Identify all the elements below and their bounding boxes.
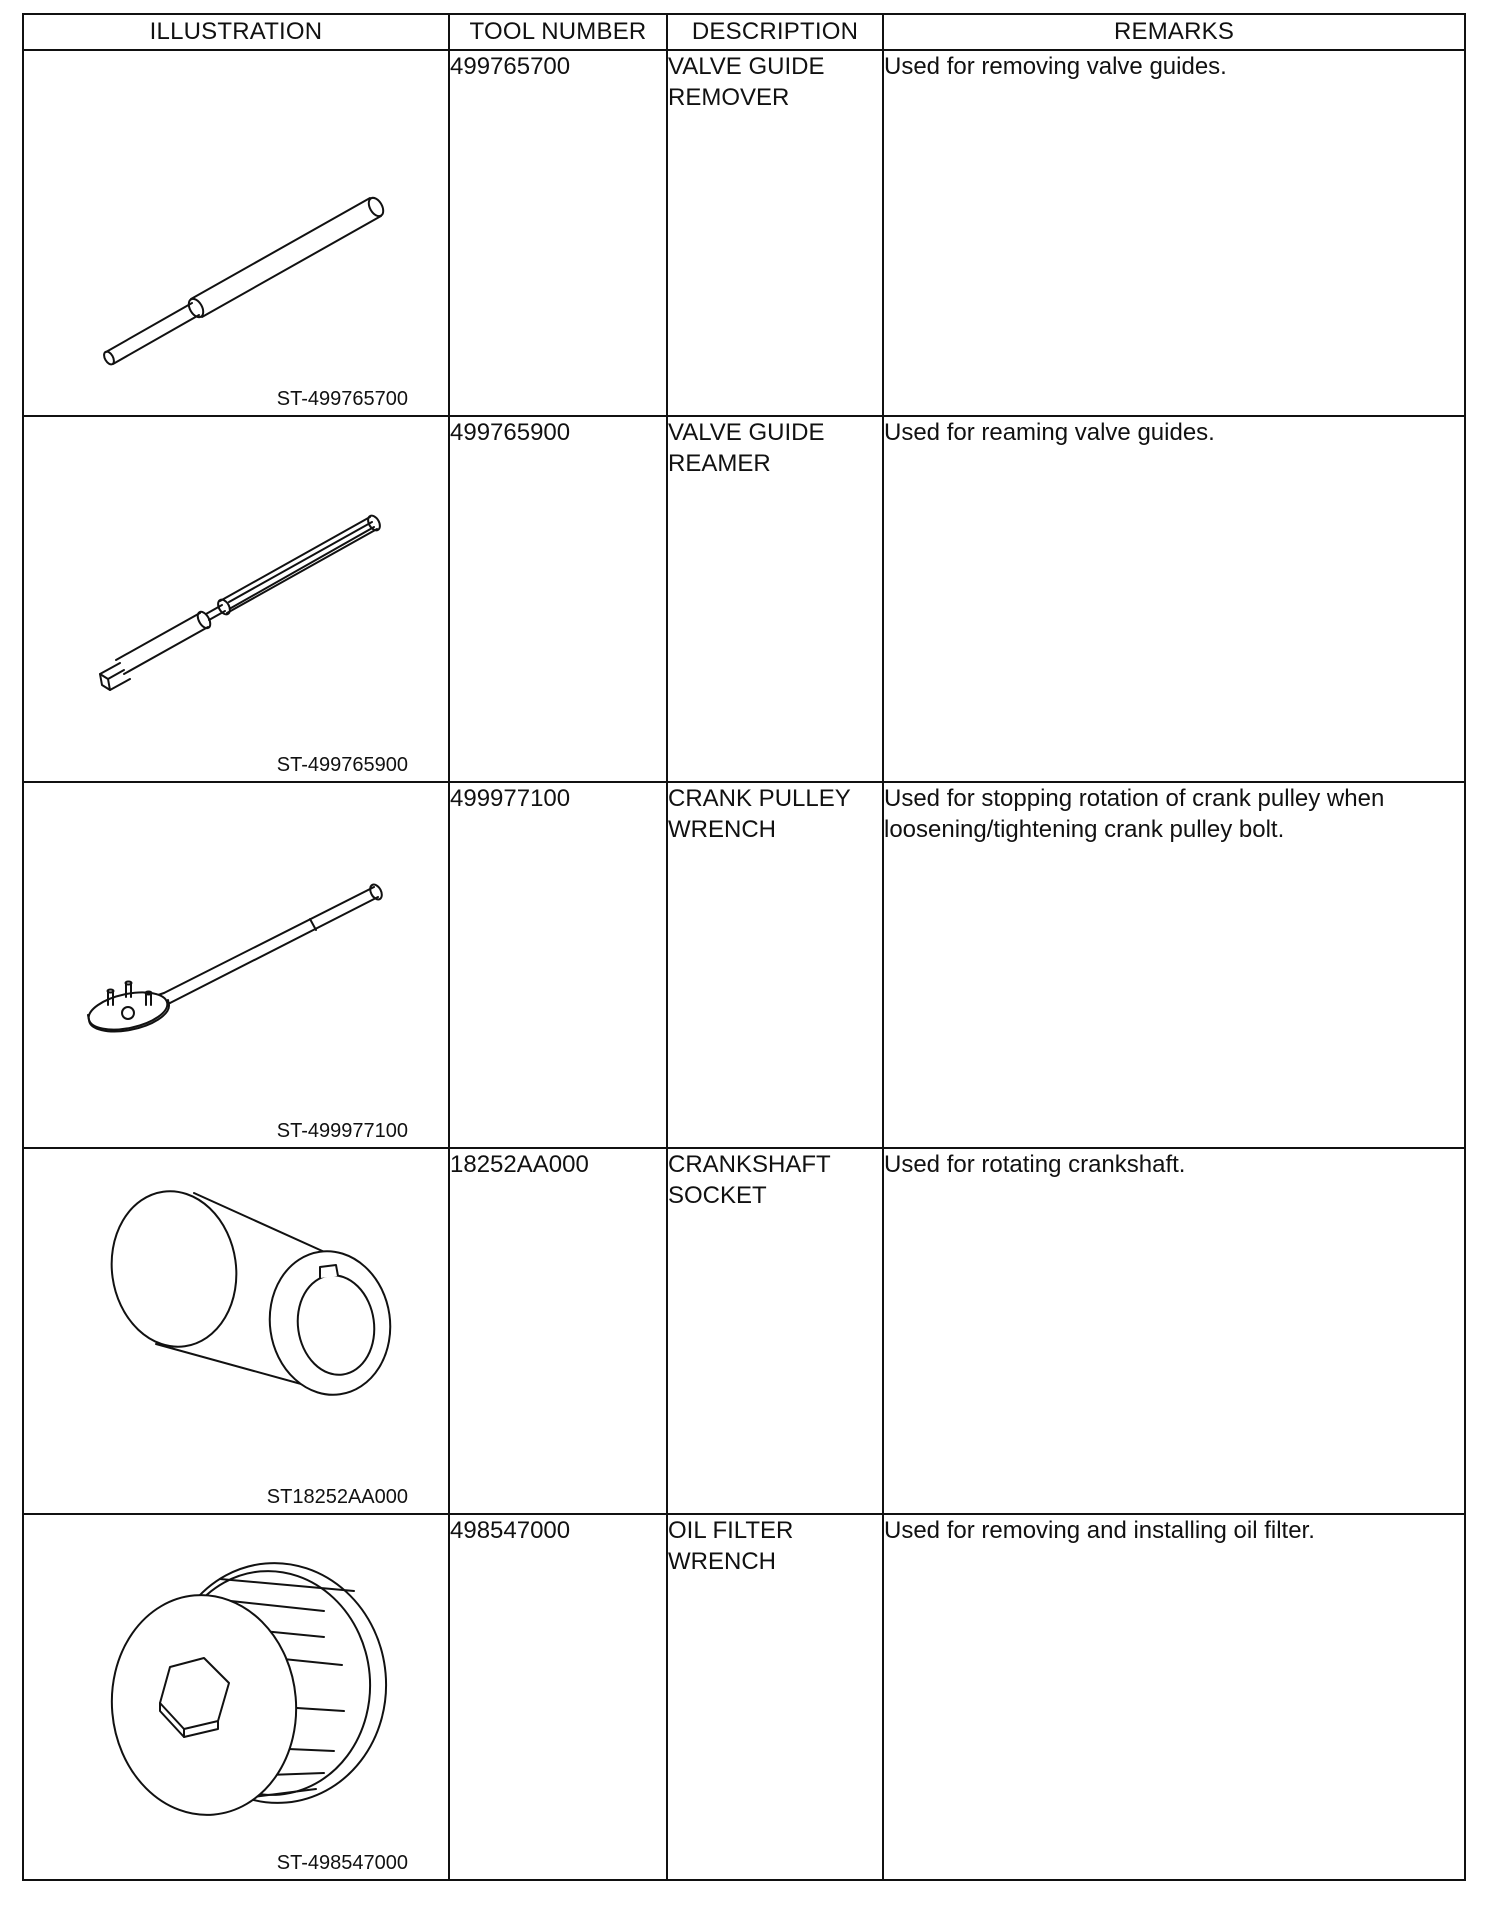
illustration-cell xyxy=(23,1148,449,1514)
header-tool-number: TOOL NUMBER xyxy=(449,14,667,50)
description-line: REMOVER xyxy=(668,84,790,111)
table-row xyxy=(23,50,1465,416)
table-row xyxy=(23,782,1465,1148)
description-line: WRENCH xyxy=(668,816,776,843)
valve-guide-reamer-illustration xyxy=(24,417,450,781)
illustration-cell xyxy=(23,1514,449,1880)
description-line: REAMER xyxy=(668,450,771,477)
description xyxy=(667,416,883,782)
header-row xyxy=(23,14,1465,50)
illustration-cell xyxy=(23,782,449,1148)
description-line: OIL FILTER xyxy=(668,1517,794,1544)
description-line: VALVE GUIDE xyxy=(668,53,825,80)
remarks: Used for removing and installing oil filter. xyxy=(883,1514,1465,1880)
remarks: Used for reaming valve guides. xyxy=(883,416,1465,782)
description xyxy=(667,50,883,416)
illustration-code: ST-499765700 xyxy=(276,388,408,410)
description-line: WRENCH xyxy=(668,1548,776,1575)
illustration-code: ST18252AA000 xyxy=(266,1486,408,1508)
header-illustration: ILLUSTRATION xyxy=(23,14,449,50)
tool-number: 18252AA000 xyxy=(449,1148,667,1514)
illustration-code: ST-498547000 xyxy=(276,1852,408,1874)
remarks: Used for removing valve guides. xyxy=(883,50,1465,416)
tool-number: 499765900 xyxy=(449,416,667,782)
description xyxy=(667,1148,883,1514)
remarks: Used for stopping rotation of crank pulley when loosening/tightening crank pulley bolt. xyxy=(883,782,1465,1148)
table-row xyxy=(23,1514,1465,1880)
description-line: CRANK PULLEY xyxy=(668,785,851,812)
crank-pulley-wrench-illustration xyxy=(24,783,450,1147)
description-line: VALVE GUIDE xyxy=(668,419,825,446)
tool-number: 498547000 xyxy=(449,1514,667,1880)
tool-number: 499977100 xyxy=(449,782,667,1148)
illustration-code: ST-499765900 xyxy=(276,754,408,776)
oil-filter-wrench-illustration xyxy=(24,1515,450,1879)
remarks: Used for rotating crankshaft. xyxy=(883,1148,1465,1514)
header-description: DESCRIPTION xyxy=(667,14,883,50)
description xyxy=(667,782,883,1148)
special-tools-table xyxy=(22,13,1466,1881)
illustration-code: ST-499977100 xyxy=(276,1120,408,1142)
tool-number: 499765700 xyxy=(449,50,667,416)
valve-guide-remover-illustration xyxy=(24,51,450,415)
header-remarks: REMARKS xyxy=(883,14,1465,50)
description xyxy=(667,1514,883,1880)
illustration-cell xyxy=(23,416,449,782)
illustration-cell xyxy=(23,50,449,416)
description-line: CRANKSHAFT xyxy=(668,1151,831,1178)
table-row xyxy=(23,416,1465,782)
crankshaft-socket-illustration xyxy=(24,1149,450,1513)
description-line: SOCKET xyxy=(668,1182,767,1209)
table-row xyxy=(23,1148,1465,1514)
